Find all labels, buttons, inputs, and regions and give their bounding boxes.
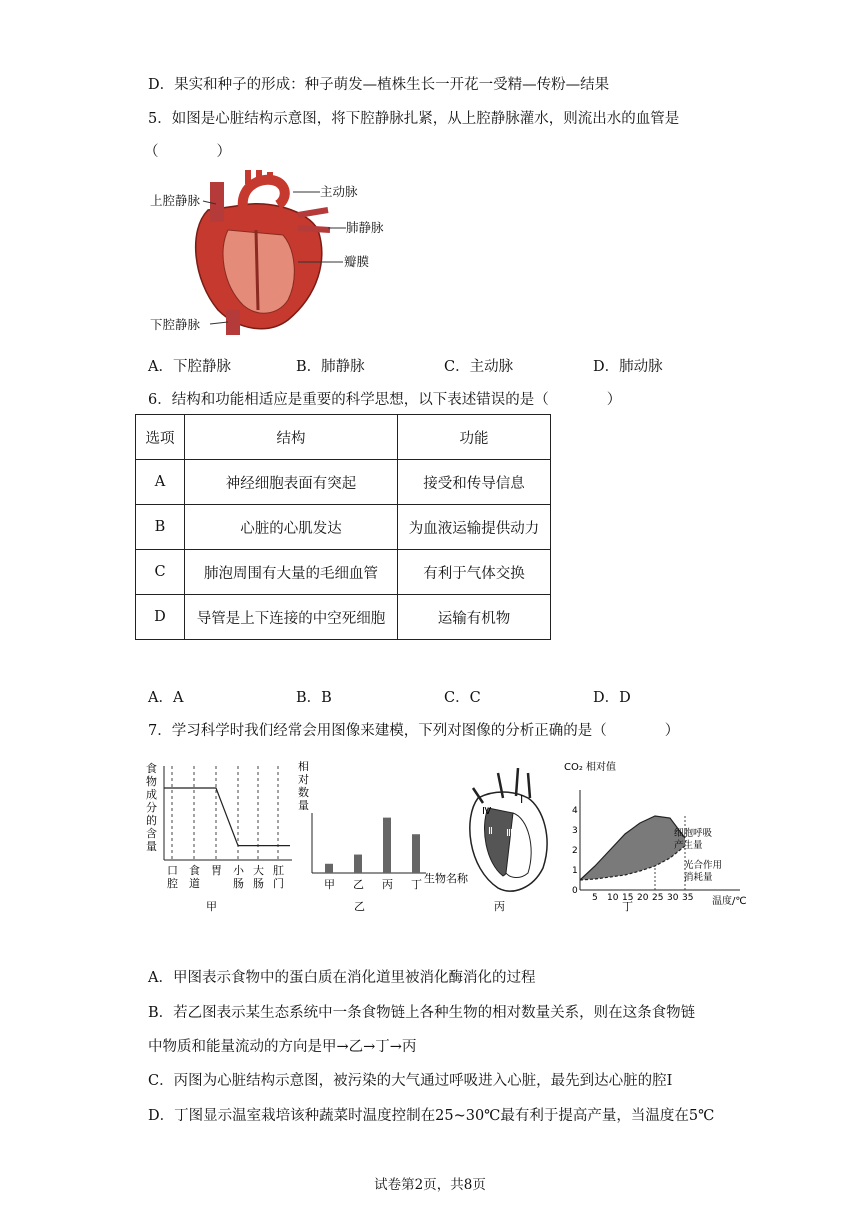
cell: C — [136, 550, 185, 595]
yi-ylabel-char: 量 — [298, 799, 309, 812]
jia-ylabel-char: 物 — [146, 775, 157, 788]
chamber-label-iii: Ⅲ — [506, 828, 513, 839]
ding-xtick-label: 5 — [592, 893, 598, 903]
yi-xlabel: 生物名称 — [424, 872, 468, 885]
ding-ytick-label: 2 — [572, 846, 578, 856]
yi-xtick-label: 甲 — [324, 878, 335, 891]
yi-bar — [412, 834, 420, 873]
table-row — [136, 595, 551, 640]
ding-caption: 丁 — [622, 900, 633, 913]
q5-option-b: B．肺静脉 — [296, 359, 365, 375]
jia-xtick-label: 肠 — [253, 877, 264, 890]
q7-option-c: C．丙图为心脏结构示意图，被污染的大气通过呼吸进入心脏，最先到达心脏的腔I — [148, 1073, 673, 1089]
label-ivc: 下腔静脉 — [150, 317, 201, 332]
cell: 有利于气体交换 — [398, 550, 551, 595]
ding-ytick-label: 3 — [572, 826, 578, 836]
jia-xtick-label: 道 — [189, 877, 200, 890]
q7-option-b-line1: B．若乙图表示某生态系统中一条食物链上各种生物的相对数量关系，则在这条食物链 — [148, 1005, 696, 1021]
header-structure: 结构 — [185, 415, 398, 460]
cell: 心脏的心肌发达 — [185, 505, 398, 550]
yi-bar — [383, 818, 391, 873]
label-aorta: 主动脉 — [320, 184, 358, 199]
q5-stem: 5．如图是心脏结构示意图，将下腔静脉扎紧，从上腔静脉灌水，则流出水的血管是 — [148, 111, 680, 127]
cell: D — [136, 595, 185, 640]
q6-option-c: C．C — [444, 690, 481, 706]
page-footer: 试卷第2页，共8页 — [374, 1177, 486, 1193]
cell: 运输有机物 — [398, 595, 551, 640]
label-valve: 瓣膜 — [344, 254, 370, 269]
bing-caption: 丙 — [494, 900, 505, 913]
ding-xtick-label: 10 — [607, 893, 619, 903]
ding-ytick-label: 0 — [572, 886, 578, 896]
jia-xtick-label: 肛 — [273, 864, 284, 877]
ding-series1-line2: 产生量 — [674, 840, 703, 851]
cell: 接受和传导信息 — [398, 460, 551, 505]
q6-option-b: B．B — [296, 690, 332, 706]
q6-option-a: A．A — [148, 690, 184, 706]
jia-ylabel-char: 分 — [146, 801, 157, 814]
chamber-label-ii: Ⅱ — [488, 826, 493, 837]
yi-xtick-label: 丁 — [411, 878, 422, 891]
yi-xtick-label: 丙 — [382, 878, 393, 891]
header-function: 功能 — [398, 415, 551, 460]
ding-difference-area — [580, 816, 685, 880]
jia-xtick-label: 大 — [253, 864, 264, 877]
cell: 肺泡周围有大量的毛细血管 — [185, 550, 398, 595]
chart-ding — [562, 758, 754, 918]
q4-option-d: D．果实和种子的形成：种子萌发—植株生长一开花一受精—传粉—结果 — [148, 77, 610, 93]
cell: 为血液运输提供动力 — [398, 505, 551, 550]
q6-table — [135, 414, 551, 640]
jia-ylabel-char: 成 — [146, 788, 157, 801]
label-svc: 上腔静脉 — [150, 193, 201, 208]
ding-ytick-label: 4 — [572, 806, 578, 816]
ding-xtick-label: 30 — [667, 893, 679, 903]
yi-xtick-label: 乙 — [353, 878, 364, 891]
jia-xtick-label: 小 — [233, 864, 244, 877]
yi-bar — [325, 864, 333, 873]
jia-series-line — [164, 788, 290, 846]
jia-ylabel-char: 含 — [146, 827, 157, 840]
ding-series1-line1: 细胞呼吸 — [674, 828, 713, 839]
table-row — [136, 505, 551, 550]
cell: 神经细胞表面有突起 — [185, 460, 398, 505]
table-row — [136, 460, 551, 505]
jia-xtick-label: 腔 — [167, 877, 178, 890]
ding-xlabel: 温度/℃ — [712, 896, 747, 907]
q5-option-d: D．肺动脉 — [593, 359, 663, 375]
q6-option-d: D．D — [593, 690, 631, 706]
q6-stem: 6．结构和功能相适应是重要的科学思想，以下表述错误的是（ ） — [148, 392, 622, 408]
q5-option-c: C．主动脉 — [444, 359, 514, 375]
yi-ylabel-char: 数 — [298, 786, 309, 799]
q7-option-d: D．丁图显示温室栽培该种蔬菜时温度控制在25~30℃最有利于提高产量，当温度在5℃ — [148, 1108, 715, 1124]
label-pulmonary-vein: 肺静脉 — [346, 220, 384, 235]
heart-chambers-diagram — [458, 768, 558, 918]
jia-xtick-label: 肠 — [233, 877, 244, 890]
q5-option-a: A．下腔静脉 — [148, 359, 231, 375]
jia-ylabel-char: 食 — [146, 762, 157, 775]
ding-ytick-label: 1 — [572, 866, 578, 876]
ding-xtick-label: 15 — [622, 893, 634, 903]
ding-series2-line2: 消耗量 — [684, 872, 713, 883]
table-row — [136, 550, 551, 595]
jia-xtick-label: 口 — [167, 864, 178, 877]
jia-xtick-label: 胃 — [211, 864, 222, 877]
ding-xtick-label: 25 — [652, 893, 664, 903]
jia-xtick-label: 食 — [189, 864, 200, 877]
jia-xtick-label: 门 — [273, 877, 284, 890]
yi-caption: 乙 — [354, 900, 365, 913]
ding-xtick-label: 35 — [682, 893, 694, 903]
q5-answer-blank: （ ） — [144, 144, 231, 160]
jia-caption: 甲 — [206, 900, 217, 913]
jia-ylabel-char: 量 — [146, 840, 157, 853]
heart-diagram — [148, 170, 398, 340]
yi-ylabel-char: 相 — [298, 760, 309, 773]
yi-bar — [354, 855, 362, 873]
cell: A — [136, 460, 185, 505]
q7-option-a: A．甲图表示食物中的蛋白质在消化道里被消化酶消化的过程 — [148, 970, 536, 986]
yi-ylabel-char: 对 — [298, 773, 309, 786]
jia-ylabel-char: 的 — [146, 814, 157, 827]
chamber-label-iv: Ⅳ — [482, 806, 492, 817]
q7-stem: 7．学习科学时我们经常会用图像来建模，下列对图像的分析正确的是（ ） — [148, 723, 680, 739]
ding-xtick-label: 20 — [637, 893, 649, 903]
ding-ylabel: CO₂ 相对值 — [564, 762, 617, 773]
ding-series2-line1: 光合作用 — [684, 860, 723, 871]
q7-option-b-line2: 中物质和能量流动的方向是甲→乙→丁→丙 — [148, 1039, 417, 1055]
chart-jia — [140, 758, 300, 918]
table-header-row — [136, 415, 551, 460]
chamber-label-i: Ⅰ — [520, 793, 524, 806]
chart-yi — [296, 758, 476, 918]
header-option: 选项 — [136, 415, 185, 460]
cell: 导管是上下连接的中空死细胞 — [185, 595, 398, 640]
cell: B — [136, 505, 185, 550]
